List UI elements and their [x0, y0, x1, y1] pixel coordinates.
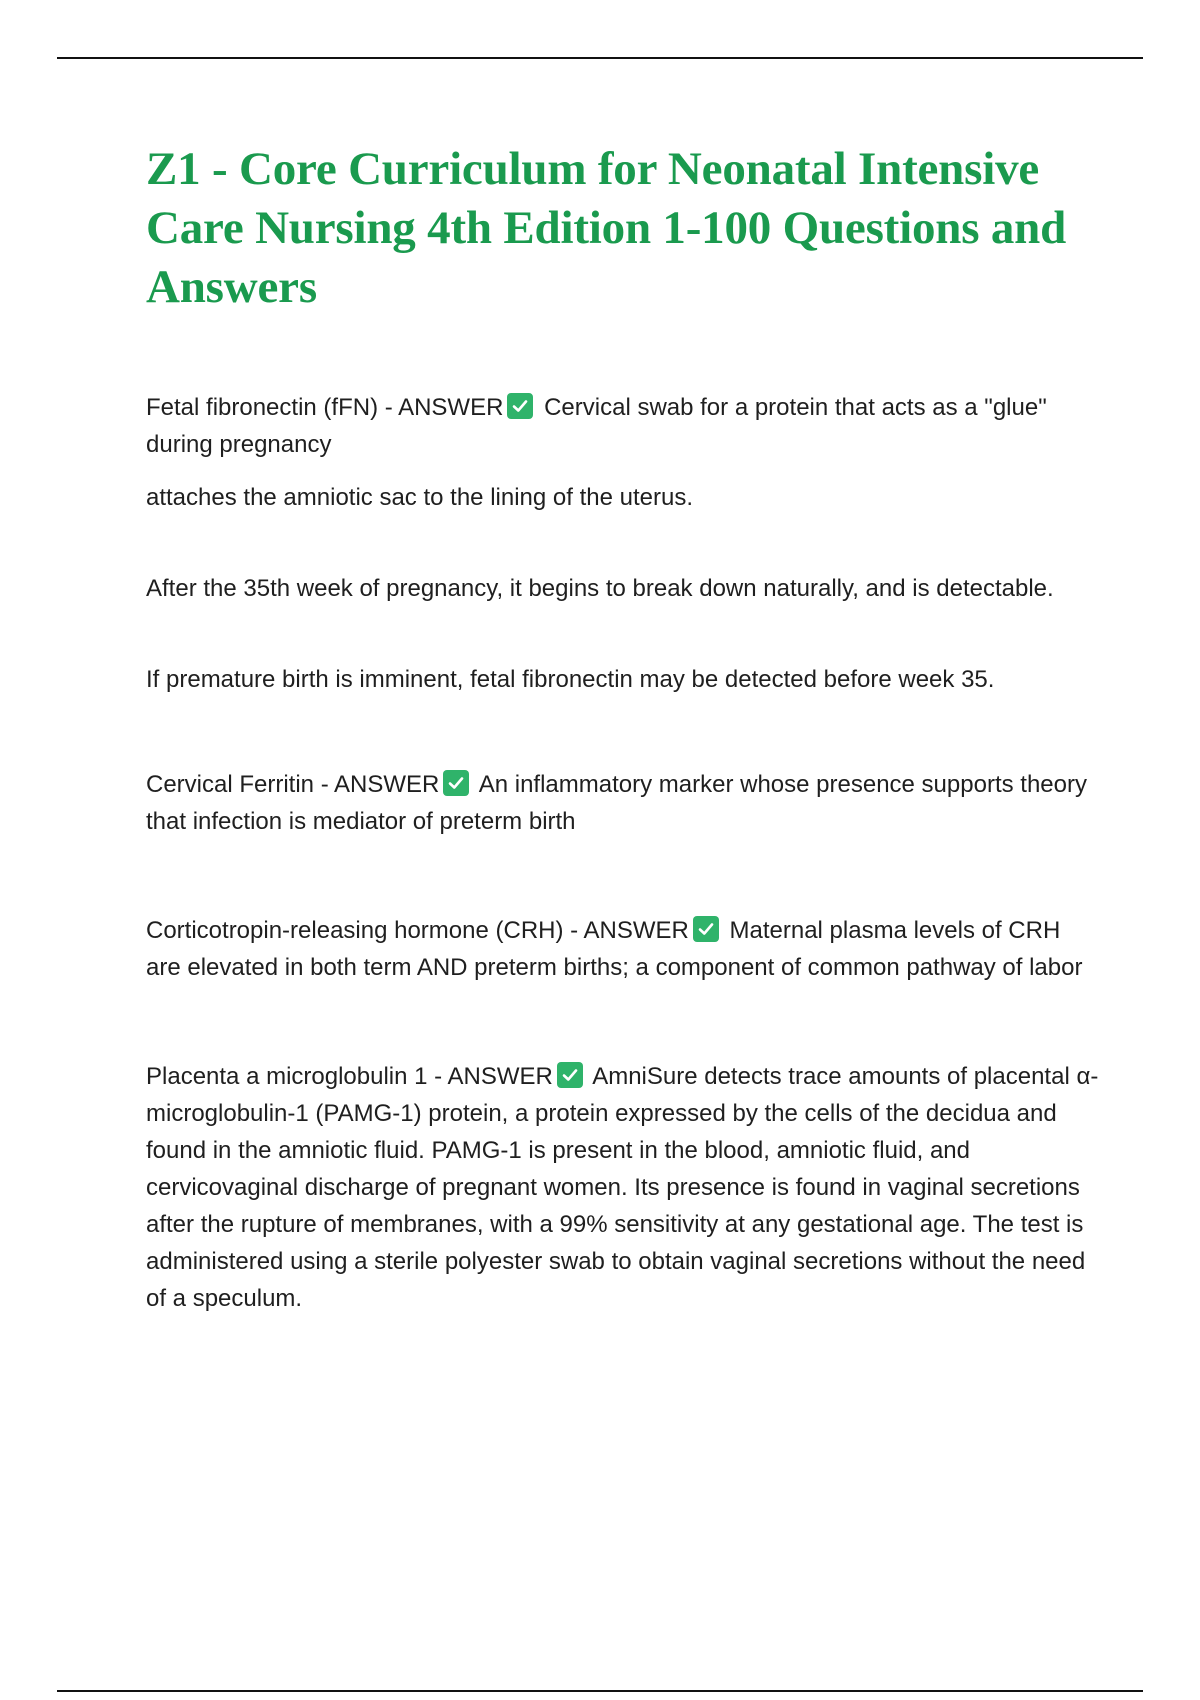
- qa-answer: AmniSure detects trace amounts of placental α-microglobulin-1 (PAMG-1) protein, a protein expressed by the cells of the decidua and found in the amniotic fluid. PAMG-1 is present in the blood, amniotic fluid, and cervicovaginal discharge of pregnant women. Its presence is found in vaginal secretions after the rupture of membranes, with a 99% sensitivity at any gestational age. The test is administered using a sterile polyester swab to obtain vaginal secretions without the need of a speculum.: [146, 1063, 1099, 1312]
- bottom-divider: [57, 1690, 1143, 1692]
- qa-answer: Cervical swab for a protein that acts as a "glue" during pregnancy: [146, 394, 1047, 458]
- qa-line: [146, 1058, 1101, 1317]
- document-title: Z1 - Core Curriculum for Neonatal Intensive Care Nursing 4th Edition 1-100 Questions and Answers: [146, 143, 1067, 313]
- qa-term: Placenta a microglobulin 1 - ANSWER: [146, 1063, 553, 1090]
- qa-answer: Maternal plasma levels of CRH are elevated in both term AND preterm births; a component of common pathway of labor: [146, 917, 1083, 981]
- qa-line: [146, 912, 1101, 986]
- qa-extra-text: If premature birth is imminent, fetal fibronectin may be detected before week 35.: [146, 666, 995, 693]
- document-body: [146, 140, 1101, 1317]
- qa-item-fetal-fibronectin: [146, 389, 1101, 698]
- qa-line: [146, 766, 1101, 840]
- check-mark-icon: [443, 770, 469, 796]
- check-mark-icon: [507, 393, 533, 419]
- qa-item-cervical-ferritin: [146, 766, 1101, 840]
- top-divider: [57, 57, 1143, 59]
- qa-answer: An inflammatory marker whose presence supports theory that infection is mediator of preterm birth: [146, 771, 1087, 835]
- qa-term: Corticotropin-releasing hormone (CRH) - ANSWER: [146, 917, 689, 944]
- qa-item-crh: [146, 912, 1101, 986]
- qa-line: [146, 389, 1101, 463]
- qa-term: Cervical Ferritin - ANSWER: [146, 771, 440, 798]
- qa-item-pamg-1: [146, 1058, 1101, 1317]
- qa-list: [146, 389, 1101, 1317]
- qa-extra-text: attaches the amniotic sac to the lining of the uterus.: [146, 484, 693, 511]
- qa-term: Fetal fibronectin (fFN) - ANSWER: [146, 394, 504, 421]
- check-mark-icon: [693, 916, 719, 942]
- qa-extra-text: After the 35th week of pregnancy, it begins to break down naturally, and is detectable.: [146, 575, 1054, 602]
- check-mark-icon: [557, 1062, 583, 1088]
